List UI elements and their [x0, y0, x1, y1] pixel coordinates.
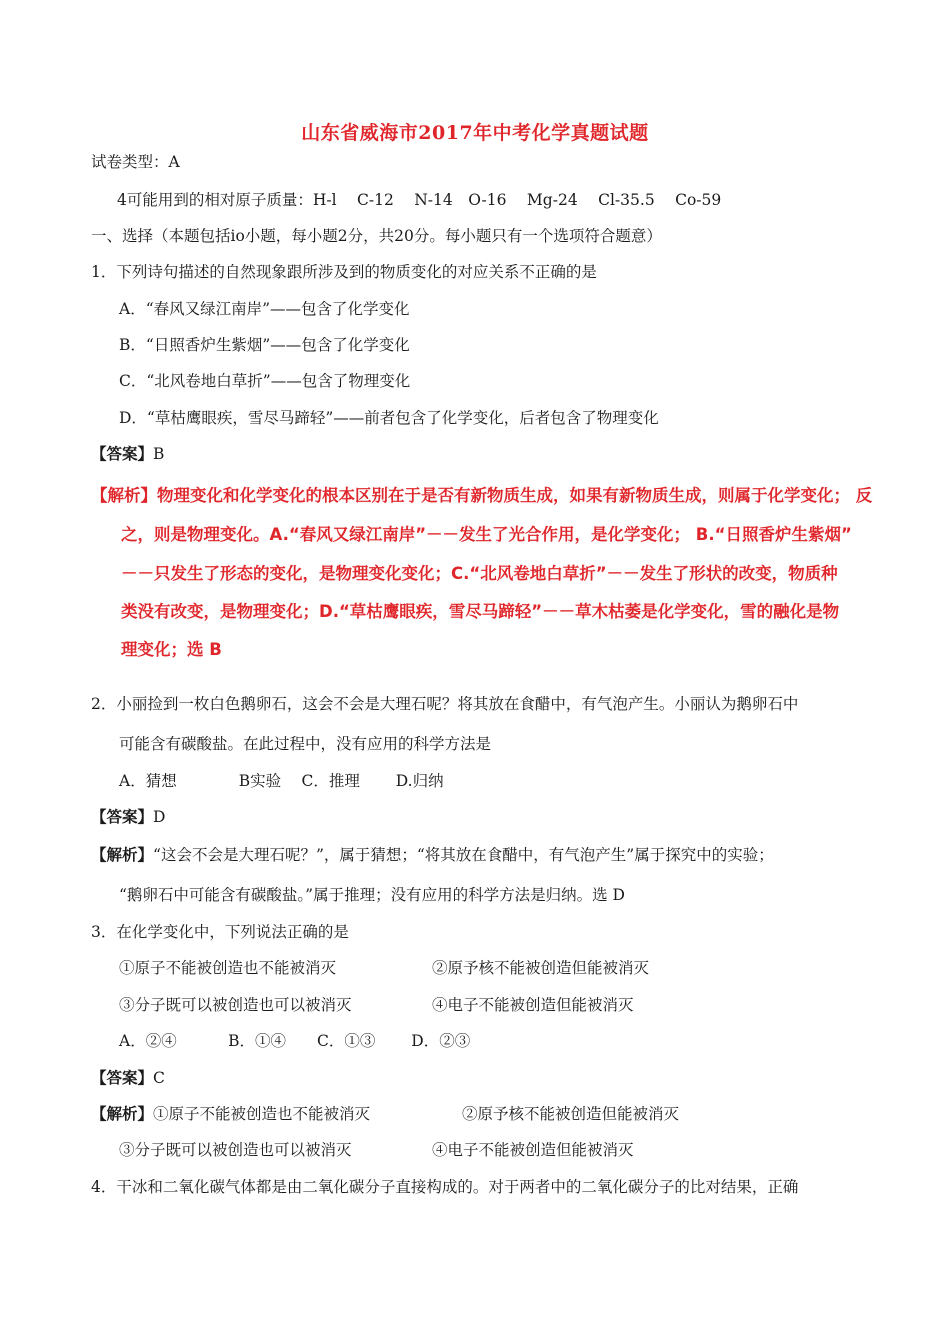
q2-stem-line-1: 2．小丽捡到一枚白色鹅卵石，这会不会是大理石呢？将其放在食醋中，有气泡产生。小丽认为鹅卵石中 [91, 695, 799, 713]
q1-analysis-line-1: 【解析】物理变化和化学变化的根本区别在于是否有新物质生成，如果有新物质生成，则属于化学变化； 反 [91, 486, 873, 505]
q2-analysis-line-1 [91, 845, 774, 865]
answer-value: C [153, 1069, 165, 1087]
q1-option-c: C．“北风卷地白草折”——包含了物理变化 [119, 372, 411, 390]
q3-options: A．②④ B．①④ C．①③ D．②③ [119, 1032, 471, 1050]
answer-value: B [153, 445, 165, 463]
answer-tag: 【答案】 [91, 1068, 154, 1087]
q4-stem: 4．干冰和二氧化碳气体都是由二氧化碳分子直接构成的。对于两者中的二氧化碳分子的比对结果，正确 [91, 1178, 799, 1196]
section-heading: 一、选择（本题包括io小题，每小题2分，共20分。每小题只有一个选项符合题意） [91, 227, 662, 245]
atomic-masses: 4可能用到的相对原子质量：H-l C-12 N-14 O-16 Mg-24 Cl-35.5 Co-59 [117, 191, 722, 209]
q1-answer [91, 444, 164, 464]
answer-tag: 【答案】 [91, 807, 154, 826]
analysis-statement-1: ①原子不能被创造也不能被消灭 [153, 1105, 371, 1123]
q2-analysis-line-2: “鹅卵石中可能含有碳酸盐。”属于推理；没有应用的科学方法是归纳。选 D [119, 886, 625, 904]
analysis-text: “这会不会是大理石呢？”，属于猜想；“将其放在食醋中，有气泡产生”属于探究中的实验； [153, 846, 774, 864]
q3-analysis-statement-2: ②原予核不能被创造但能被消灭 [462, 1105, 680, 1123]
q1-option-d: D．“草枯鹰眼疾，雪尽马蹄轻”——前者包含了化学变化，后者包含了物理变化 [119, 409, 659, 427]
q3-statement-3: ③分子既可以被创造也可以被消灭 [119, 996, 352, 1014]
analysis-tag: 【解析】 [91, 1104, 154, 1123]
q1-analysis-line-4: 类没有改变，是物理变化；D.“草枯鹰眼疾，雪尽马蹄轻”－－草木枯萎是化学变化，雪的融化是物 [121, 602, 840, 621]
q3-statement-2: ②原予核不能被创造但能被消灭 [432, 959, 650, 977]
q3-answer [91, 1068, 165, 1088]
q3-statement-4: ④电子不能被创造但能被消灭 [432, 996, 634, 1014]
q3-statement-1: ①原子不能被创造也不能被消灭 [119, 959, 337, 977]
answer-tag: 【答案】 [91, 444, 154, 463]
q1-analysis-line-5: 理变化；选 B [121, 640, 222, 659]
paper-type: 试卷类型：A [91, 153, 180, 171]
q1-option-a: A．“春风又绿江南岸”——包含了化学变化 [119, 300, 410, 318]
q1-analysis-line-3: －－只发生了形态的变化，是物理变化变化；C.“北风卷地白草折”－－发生了形状的改变，物质种 [121, 564, 838, 583]
q3-analysis-statement-3: ③分子既可以被创造也可以被消灭 [119, 1141, 352, 1159]
q1-option-b: B．“日照香炉生紫烟”——包含了化学变化 [119, 336, 410, 354]
page-title: 山东省威海市2017年中考化学真题试题 [301, 122, 649, 144]
q3-analysis-statement-4: ④电子不能被创造但能被消灭 [432, 1141, 634, 1159]
analysis-tag: 【解析】 [91, 845, 154, 864]
q1-analysis-line-2: 之，则是物理变化。A.“春风又绿江南岸”－－发生了光合作用，是化学变化； B.“日照香炉生紫烟” [121, 525, 852, 544]
q2-answer [91, 807, 165, 827]
q3-analysis-line-1 [91, 1104, 370, 1124]
q2-options: A．猜想 B实验 C．推理 D.归纳 [119, 772, 444, 790]
q3-stem: 3．在化学变化中，下列说法正确的是 [91, 923, 349, 941]
q1-stem: 1．下列诗句描述的自然现象跟所涉及到的物质变化的对应关系不正确的是 [91, 263, 597, 281]
answer-value: D [153, 808, 166, 826]
q2-stem-line-2: 可能含有碳酸盐。在此过程中，没有应用的科学方法是 [119, 735, 492, 753]
